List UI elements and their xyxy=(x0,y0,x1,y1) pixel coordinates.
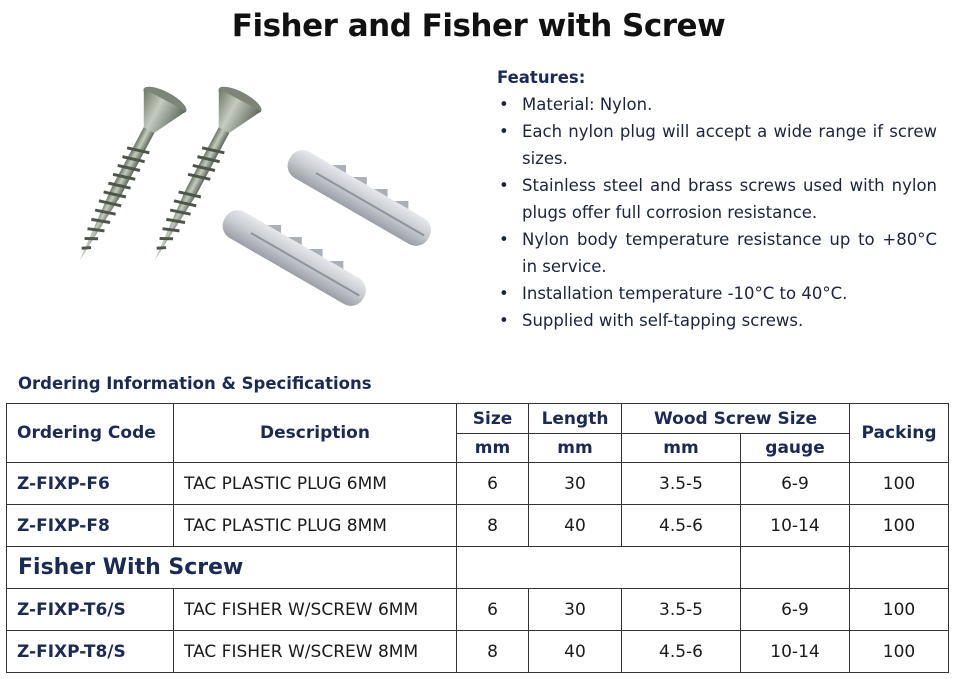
feature-item: • Stainless steel and brass screws used with nylon plugs offer full corrosion resistance. xyxy=(497,172,937,226)
product-photo-screws-and-plugs xyxy=(30,70,450,350)
cell-size: 8 xyxy=(457,631,529,673)
table-row xyxy=(7,589,949,631)
cell-code: Z-FIXP-F8 xyxy=(7,505,174,547)
cell-size: 6 xyxy=(457,463,529,505)
section-label-fisher-with-screw: Fisher With Screw xyxy=(7,547,457,589)
plug-upper xyxy=(283,139,440,251)
cell-size: 8 xyxy=(457,505,529,547)
cell-code: Z-FIXP-T6/S xyxy=(7,589,174,631)
features-panel xyxy=(497,64,937,334)
cell-mm: 4.5-6 xyxy=(622,631,741,673)
header-wood-mm: mm xyxy=(622,434,741,463)
bullet-icon: • xyxy=(499,230,509,249)
section-row xyxy=(7,547,949,589)
cell-length: 40 xyxy=(529,631,622,673)
header-wood-gauge: gauge xyxy=(741,434,850,463)
bullet-icon: • xyxy=(499,176,509,195)
cell-length: 30 xyxy=(529,589,622,631)
cell-size: 6 xyxy=(457,589,529,631)
features-list xyxy=(497,91,937,334)
cell-packing: 100 xyxy=(850,505,949,547)
feature-item: • Material: Nylon. xyxy=(497,91,937,118)
cell-mm: 3.5-5 xyxy=(622,589,741,631)
cell-code: Z-FIXP-F6 xyxy=(7,463,174,505)
table-row xyxy=(7,505,949,547)
bullet-icon: • xyxy=(499,95,509,114)
cell-code: Z-FIXP-T8/S xyxy=(7,631,174,673)
cell-packing: 100 xyxy=(850,589,949,631)
cell-packing: 100 xyxy=(850,463,949,505)
feature-item: • Nylon body temperature resistance up to +80°C in service. xyxy=(497,226,937,280)
cell-mm: 3.5-5 xyxy=(622,463,741,505)
bullet-icon: • xyxy=(499,311,509,330)
page-title: Fisher and Fisher with Screw xyxy=(231,8,726,44)
bullet-icon: • xyxy=(499,284,509,303)
section-empty-cell xyxy=(457,547,741,589)
cell-gauge: 10-14 xyxy=(741,505,850,547)
cell-length: 40 xyxy=(529,505,622,547)
cell-mm: 4.5-6 xyxy=(622,505,741,547)
cell-description: TAC PLASTIC PLUG 6MM xyxy=(174,463,457,505)
feature-item: • Each nylon plug will accept a wide range if screw sizes. xyxy=(497,118,937,172)
section-empty-cell xyxy=(741,547,850,589)
table-row xyxy=(7,631,949,673)
cell-description: TAC FISHER W/SCREW 8MM xyxy=(174,631,457,673)
table-row xyxy=(7,463,949,505)
plug-lower xyxy=(218,199,375,311)
bullet-icon: • xyxy=(499,122,509,141)
cell-packing: 100 xyxy=(850,631,949,673)
header-packing: Packing xyxy=(850,404,949,463)
ordering-heading: Ordering Information & Specifications xyxy=(18,374,372,393)
features-heading: Features: xyxy=(497,68,586,87)
cell-description: TAC FISHER W/SCREW 6MM xyxy=(174,589,457,631)
cell-gauge: 6-9 xyxy=(741,589,850,631)
feature-item: • Installation temperature -10°C to 40°C. xyxy=(497,280,937,307)
header-size-unit: mm xyxy=(457,434,529,463)
header-description: Description xyxy=(174,404,457,463)
header-size: Size xyxy=(457,404,529,434)
spec-table xyxy=(6,403,949,673)
header-length-unit: mm xyxy=(529,434,622,463)
header-length: Length xyxy=(529,404,622,434)
cell-length: 30 xyxy=(529,463,622,505)
section-empty-cell xyxy=(850,547,949,589)
feature-item: • Supplied with self-tapping screws. xyxy=(497,307,937,334)
table-header-row xyxy=(7,404,949,434)
header-wood-screw-size: Wood Screw Size xyxy=(622,404,850,434)
cell-gauge: 6-9 xyxy=(741,463,850,505)
screw-left xyxy=(58,82,190,272)
cell-gauge: 10-14 xyxy=(741,631,850,673)
header-ordering-code: Ordering Code xyxy=(7,404,174,463)
cell-description: TAC PLASTIC PLUG 8MM xyxy=(174,505,457,547)
